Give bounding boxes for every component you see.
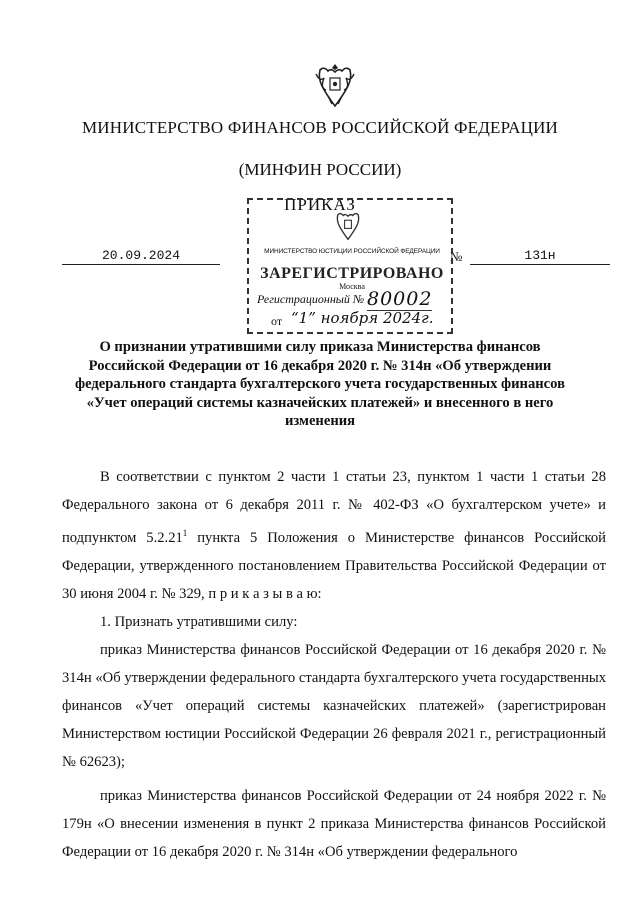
order-number: 131н [470, 248, 610, 265]
stamp-registration-number: 80002 [367, 288, 433, 310]
stamp-registration-label: Регистрационный № [257, 292, 365, 306]
stamp-city: Москва [339, 282, 365, 291]
ministry-name: МИНИСТЕРСТВО ФИНАНСОВ РОССИЙСКОЙ ФЕДЕРАЦИИ [81, 118, 559, 137]
paragraph-preamble [62, 463, 606, 608]
stamp-date-prefix: от [271, 314, 283, 328]
footnote-mark: 1 [182, 528, 188, 538]
preamble-text-rest: пункта 5 Положения о Министерстве финансов Российской Федерации, утвержденного постановлением Правительства Российской Федерации от 30 июня 2004 г. № 329, п р и к а з ы в а ю: [62, 529, 606, 602]
preamble-text: В соответствии с пунктом 2 части 1 статьи 23, пунктом 1 части 1 статьи 28 Федерального закона от 6 декабря 2011 г. № 402-ФЗ «О бухгалтерском учете» и подпунктом 5.2.21 [62, 469, 606, 546]
coat-of-arms-emblem [314, 60, 356, 110]
order-date: 20.09.2024 [62, 248, 220, 265]
paragraph-order-179n: приказ Министерства финансов Российской Федерации от 24 ноября 2022 г. № 179н «О внесении изменения в пункт 2 приказа Министерства финансов Российской Федерации от 16 декабря 2020 г. № 314н «Об утверждении федерального [62, 787, 606, 860]
paragraph-item-1: 1. Признать утратившими силу: [100, 613, 298, 630]
order-title: О признании утратившими силу приказа Министерства финансов Российской Федерации от 16 декабря 2020 г. № 314н «Об утверждении федерального стандарта бухгалтерского учета государственных финансов «Учет операций системы казначейских платежей» и внесенного в него изменения [75, 339, 565, 429]
stamp-status: ЗАРЕГИСТРИРОВАНО [260, 265, 444, 282]
stamp-organization: МИНИСТЕРСТВО ЮСТИЦИИ РОССИЙСКОЙ ФЕДЕРАЦИИ [264, 248, 440, 255]
stamp-emblem-icon [333, 208, 363, 242]
paragraph-order-314n: приказ Министерства финансов Российской Федерации от 16 декабря 2020 г. № 314н «Об утверждении федерального стандарта бухгалтерского учета государственных финансов «Учет операций системы казначейских платежей» (зарегистрирован Министерством юстиции Российской Федерации 26 февраля 2021 г., регистрационный № 62623); [62, 641, 606, 770]
number-sign: № [450, 249, 463, 264]
ministry-short-name: (МИНФИН РОССИИ) [238, 160, 402, 179]
stamp-date: “1” ноября 2024г. [291, 309, 434, 327]
document-type: ПРИКАЗ [284, 195, 356, 214]
order-body [62, 463, 606, 866]
registration-stamp [247, 198, 453, 334]
